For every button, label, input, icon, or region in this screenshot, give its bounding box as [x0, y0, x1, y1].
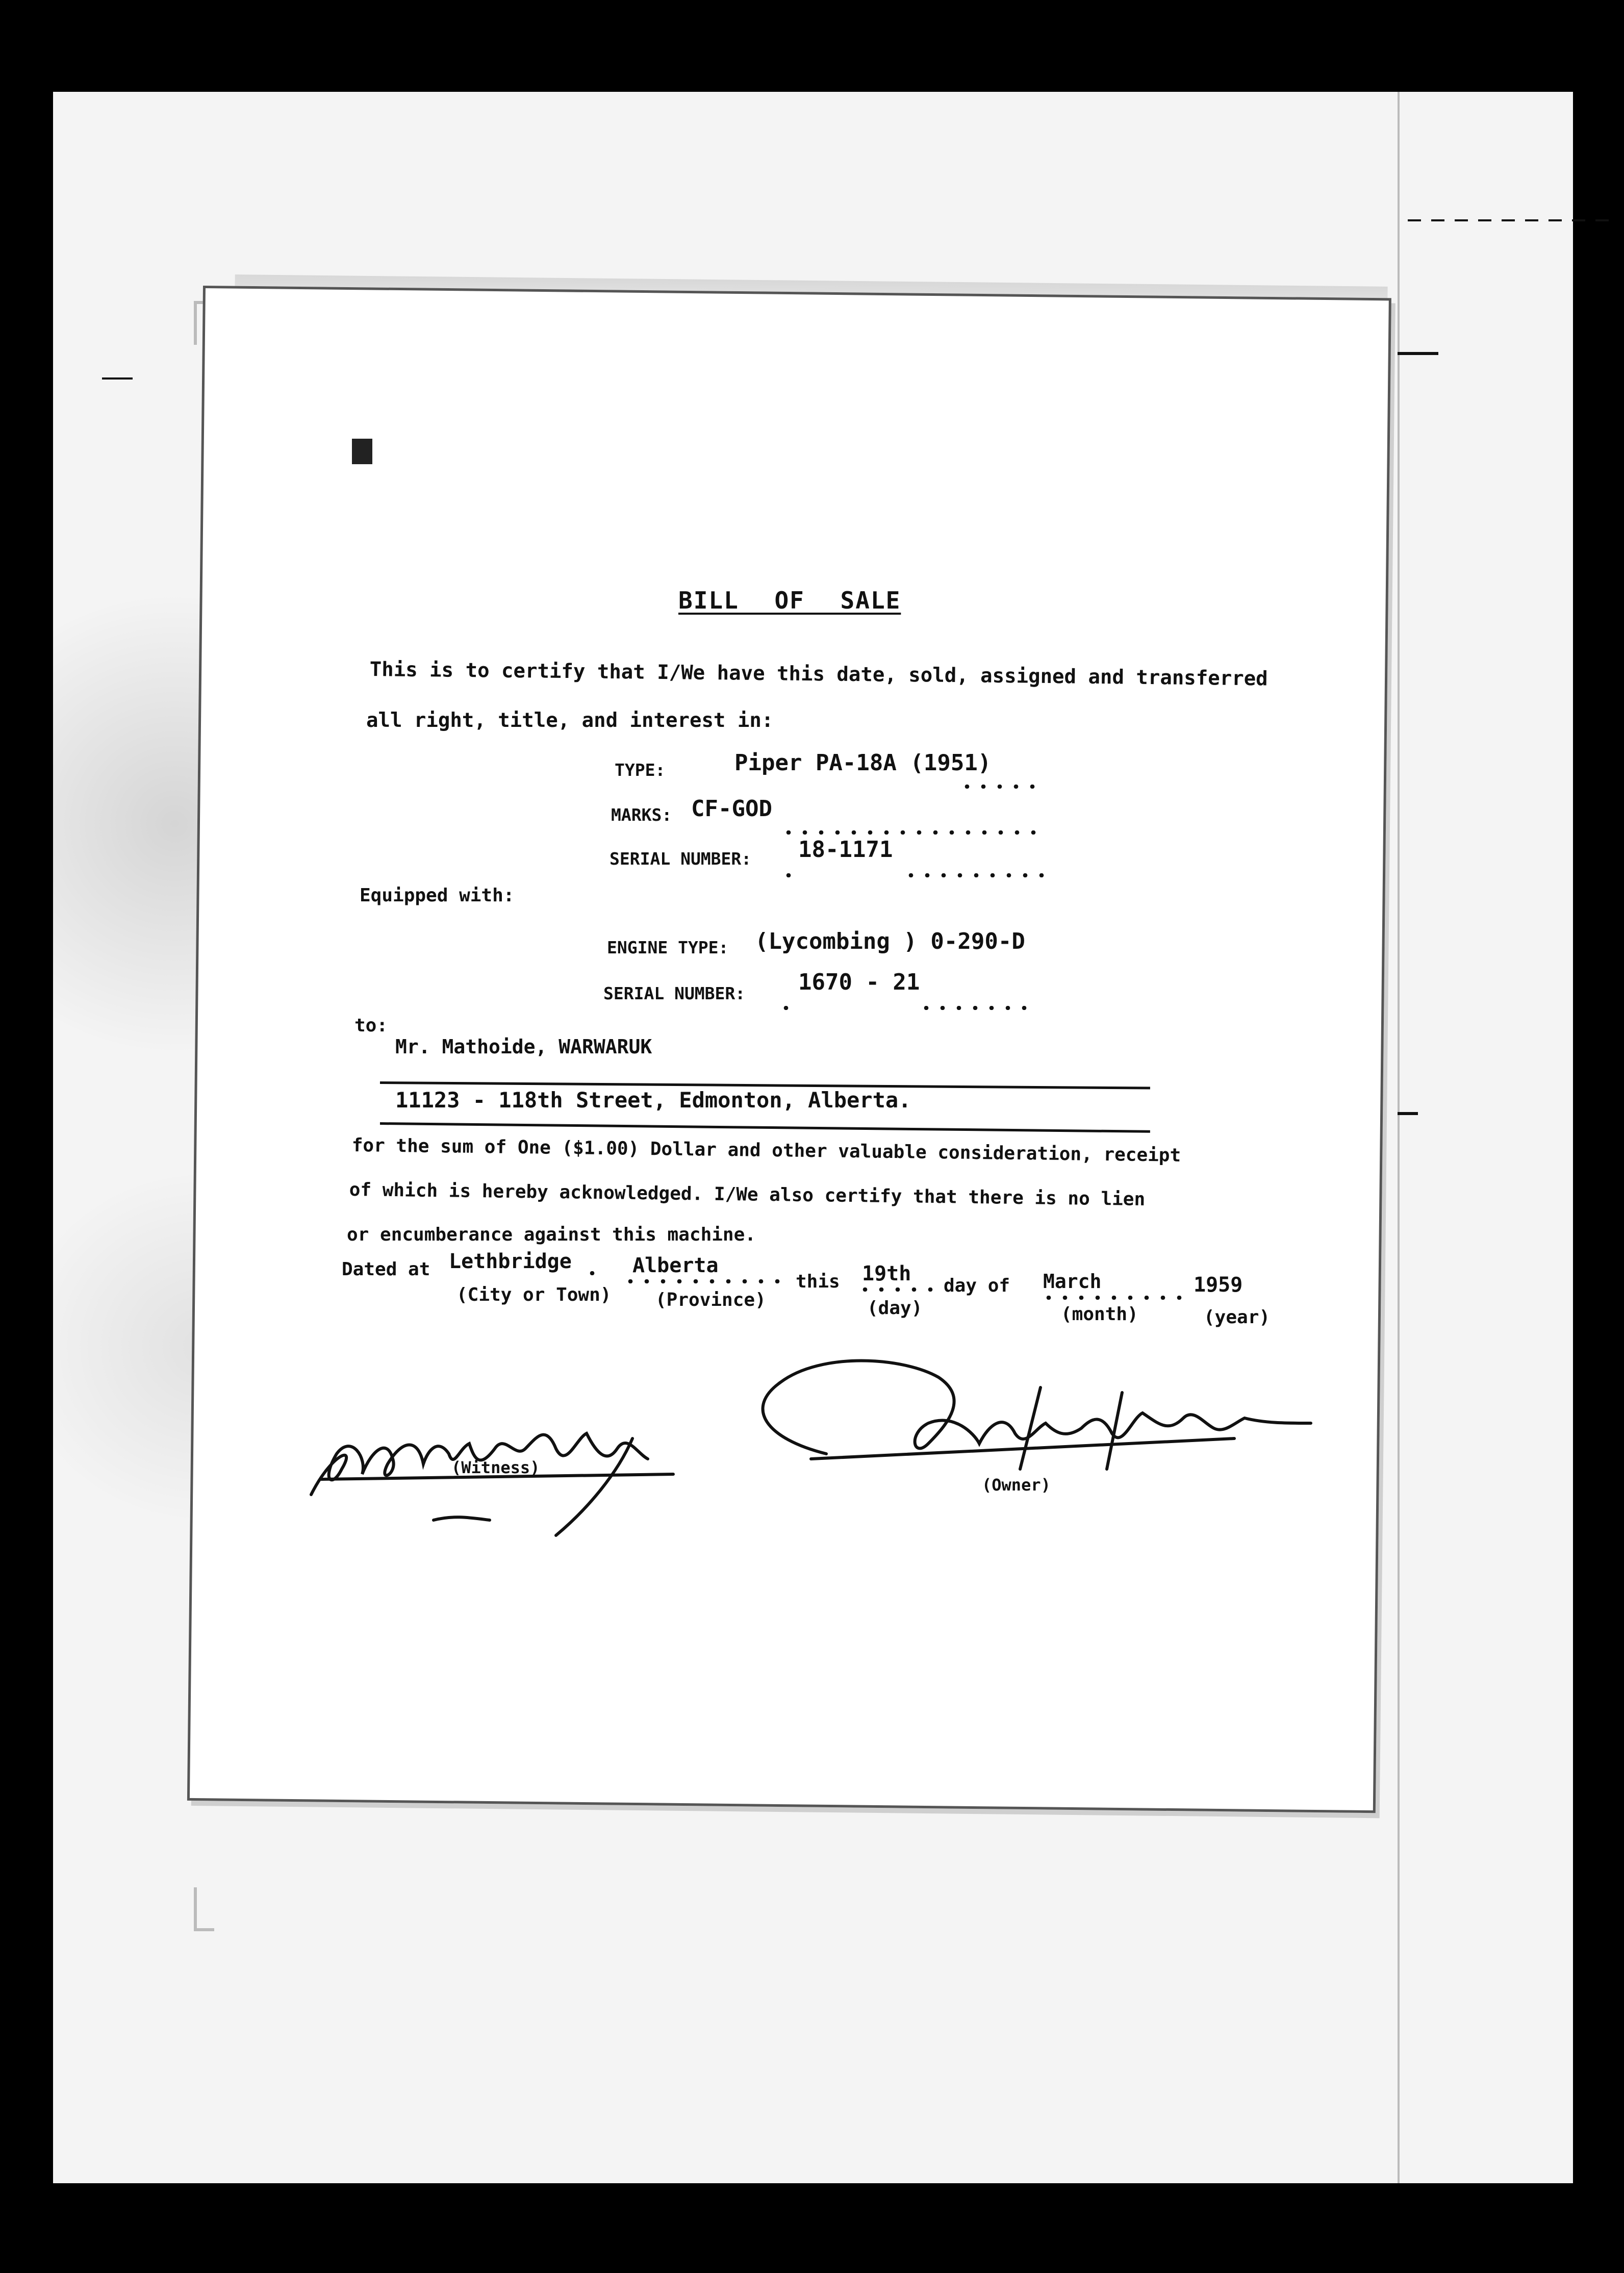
- type-value: Piper PA-18A (1951): [734, 750, 992, 776]
- dotted-line: [959, 785, 1046, 789]
- this-word: this: [796, 1271, 840, 1292]
- engine-type-value: (Lycombing ) 0-290-D: [755, 928, 1025, 954]
- intro-line-1: This is to certify that I/We have this date, sold, assigned and transferred: [369, 658, 1268, 691]
- dotted-line: [857, 1287, 933, 1292]
- buyer-address: 11123 - 118th Street, Edmonton, Alberta.: [395, 1088, 911, 1113]
- witness-caption: (Witness): [451, 1458, 540, 1477]
- punch-mark: [352, 439, 372, 464]
- equipped-label: Equipped with:: [360, 885, 515, 906]
- crop-corner-bottom: [194, 1887, 214, 1931]
- consideration-line-2: of which is hereby acknowledged. I/We also certify that there is no lien: [349, 1179, 1146, 1210]
- dotted-line: [584, 1271, 604, 1275]
- page-edge-line: [1398, 92, 1400, 2183]
- to-label: to:: [354, 1015, 388, 1036]
- marks-value: CF-GOD: [691, 796, 772, 822]
- dashed-mark: [1408, 219, 1612, 221]
- engine-serial-label: SERIAL NUMBER:: [603, 983, 746, 1003]
- consideration-line-3: or encumberance against this machine.: [347, 1224, 756, 1245]
- margin-tick: [1398, 1112, 1418, 1115]
- city-caption: (City or Town): [456, 1284, 612, 1305]
- serial-label: SERIAL NUMBER:: [610, 849, 752, 869]
- dated-city: Lethbridge: [449, 1250, 572, 1273]
- dotted-line: [780, 830, 1046, 835]
- dated-year: 1959: [1194, 1273, 1243, 1297]
- margin-tick: [1398, 352, 1438, 355]
- province-caption: (Province): [655, 1290, 766, 1310]
- dated-province: Alberta: [632, 1254, 719, 1277]
- bill-of-sale-sheet: [187, 286, 1391, 1813]
- consideration-line-1: for the sum of One ($1.00) Dollar and other valuable consideration, receipt: [351, 1135, 1181, 1166]
- serial-value: 18-1171: [798, 837, 893, 863]
- dated-at-label: Dated at: [342, 1259, 430, 1280]
- engine-type-label: ENGINE TYPE:: [607, 938, 729, 957]
- intro-line-2: all right, title, and interest in:: [366, 709, 774, 732]
- engine-serial-value: 1670 - 21: [798, 969, 920, 995]
- buyer-name: Mr. Mathoide, WARWARUK: [395, 1036, 652, 1058]
- dated-month: March: [1043, 1270, 1102, 1293]
- dotted-line: [622, 1279, 785, 1283]
- dated-day: 19th: [862, 1262, 911, 1285]
- day-of-label: day of: [944, 1275, 1010, 1296]
- margin-tick: [102, 377, 133, 380]
- dotted-line: [918, 1006, 1035, 1010]
- type-label: TYPE:: [615, 760, 666, 780]
- marks-label: MARKS:: [611, 805, 672, 825]
- dotted-line: [780, 873, 801, 877]
- dotted-line: [1041, 1296, 1183, 1300]
- year-caption: (year): [1204, 1307, 1271, 1328]
- month-caption: (month): [1061, 1304, 1138, 1325]
- dotted-line: [903, 873, 1046, 877]
- dotted-line: [778, 1006, 798, 1010]
- document-title: BILL OF SALE: [678, 587, 901, 614]
- day-caption: (day): [867, 1298, 923, 1319]
- owner-caption: (Owner): [982, 1475, 1051, 1495]
